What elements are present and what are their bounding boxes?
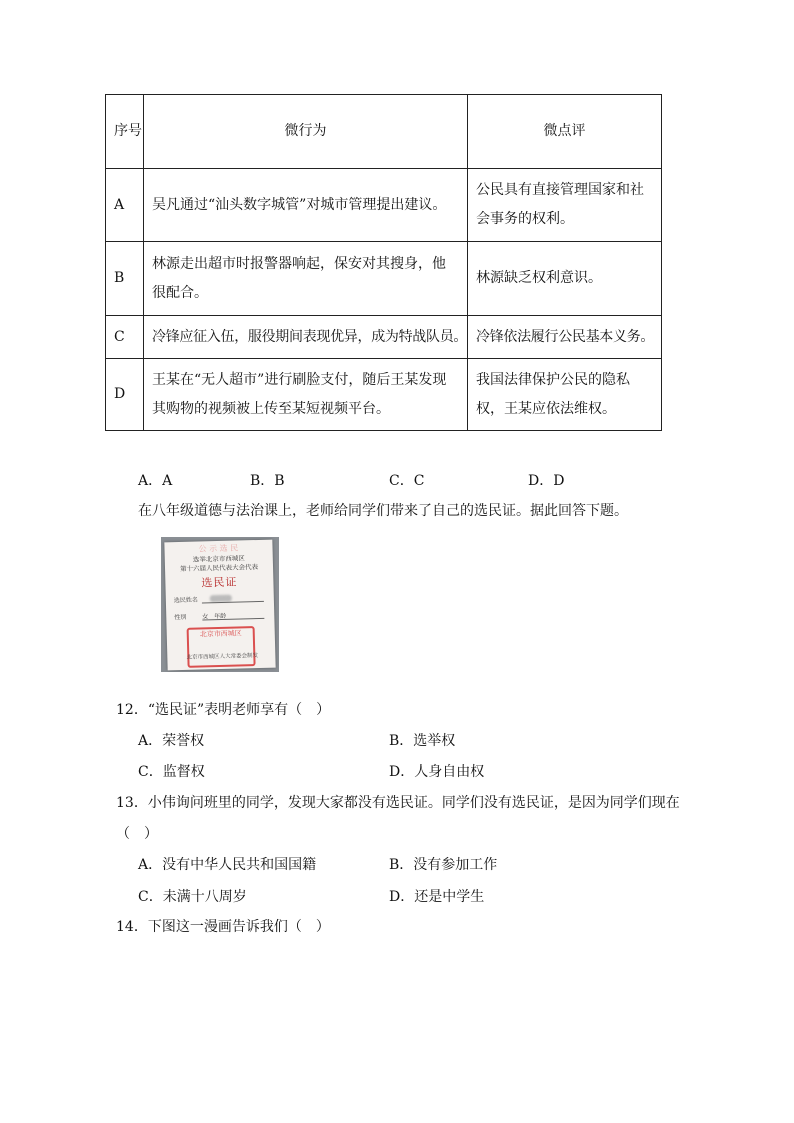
card-title: 选民证 <box>201 575 238 590</box>
table-row <box>106 242 662 316</box>
q11-option-b[interactable]: B．B <box>250 473 285 489</box>
table-row <box>106 169 662 242</box>
row-letter: D <box>106 359 144 431</box>
table-header-row <box>106 95 662 169</box>
table-row <box>106 359 662 431</box>
card-red-seal <box>187 626 256 668</box>
card-seal-text: 北京市西城区 <box>199 629 242 639</box>
row-behavior: 林源走出超市时报警器响起，保安对其搜身，他很配合。 <box>144 242 468 316</box>
header-seq: 序号 <box>106 95 144 169</box>
row-comment: 公民具有直接管理国家和社会事务的权利。 <box>468 169 662 242</box>
row-comment: 林源缺乏权利意识。 <box>468 242 662 316</box>
q11-option-a[interactable]: A．A <box>138 473 173 489</box>
row-letter: B <box>106 242 144 316</box>
row-behavior: 吴凡通过“汕头数字城管”对城市管理提出建议。 <box>144 169 468 242</box>
card-age-label: 年龄 <box>214 612 227 621</box>
header-behavior: 微行为 <box>144 95 468 169</box>
q13-stem-cont: （ ） <box>116 826 158 842</box>
q13-option-c[interactable]: C．未满十八周岁 <box>138 889 247 905</box>
card-line-1: 选举北京市西城区 <box>192 554 245 564</box>
card-gender-label: 性别 <box>174 613 187 622</box>
card-stamp-top: 公 示 选 民 <box>198 543 239 554</box>
q12-stem: 12．“选民证”表明老师享有（ ） <box>116 702 331 718</box>
q12-option-c[interactable]: C．监督权 <box>138 764 205 780</box>
q13-option-d[interactable]: D．还是中学生 <box>389 889 485 905</box>
q12-option-d[interactable]: D．人身自由权 <box>389 764 485 780</box>
row-behavior: 王某在“无人超市”进行刷脸支付，随后王某发现其购物的视频被上传至某短视频平台。 <box>144 359 468 431</box>
q11-option-d[interactable]: D．D <box>528 473 565 489</box>
card-underline <box>202 601 264 604</box>
card-gender-value: 女 <box>202 613 209 621</box>
card-field-name: 选民姓名 <box>173 596 198 605</box>
voter-card <box>164 540 275 671</box>
q13-stem: 13．小伟询问班里的同学，发现大家都没有选民证。同学们没有选民证，是因为同学们现在 <box>116 795 680 811</box>
row-letter: C <box>106 316 144 359</box>
card-line-2: 第十六届人民代表大会代表 <box>179 562 259 574</box>
q13-option-a[interactable]: A．没有中华人民共和国国籍 <box>138 857 317 873</box>
table-row <box>106 316 662 359</box>
q11-option-c[interactable]: C．C <box>389 473 425 489</box>
row-behavior: 冷锋应征入伍，服役期间表现优异，成为特战队员。 <box>144 316 468 359</box>
behavior-comment-table <box>105 94 662 431</box>
row-comment: 我国法律保护公民的隐私权，王某应依法维权。 <box>468 359 662 431</box>
card-underline <box>202 618 264 621</box>
passage-intro: 在八年级道德与法治课上，老师给同学们带来了自己的选民证。据此回答下题。 <box>138 503 628 519</box>
card-issuer: 北京市西城区人大常委会制发 <box>186 653 259 661</box>
row-letter: A <box>106 169 144 242</box>
header-comment: 微点评 <box>468 95 662 169</box>
q14-stem: 14．下图这一漫画告诉我们（ ） <box>116 919 330 935</box>
voter-card-photo <box>161 537 279 672</box>
q12-option-a[interactable]: A．荣誉权 <box>138 733 205 749</box>
row-comment: 冷锋依法履行公民基本义务。 <box>468 316 662 359</box>
q13-option-b[interactable]: B．没有参加工作 <box>389 857 498 873</box>
q12-option-b[interactable]: B．选举权 <box>389 733 456 749</box>
